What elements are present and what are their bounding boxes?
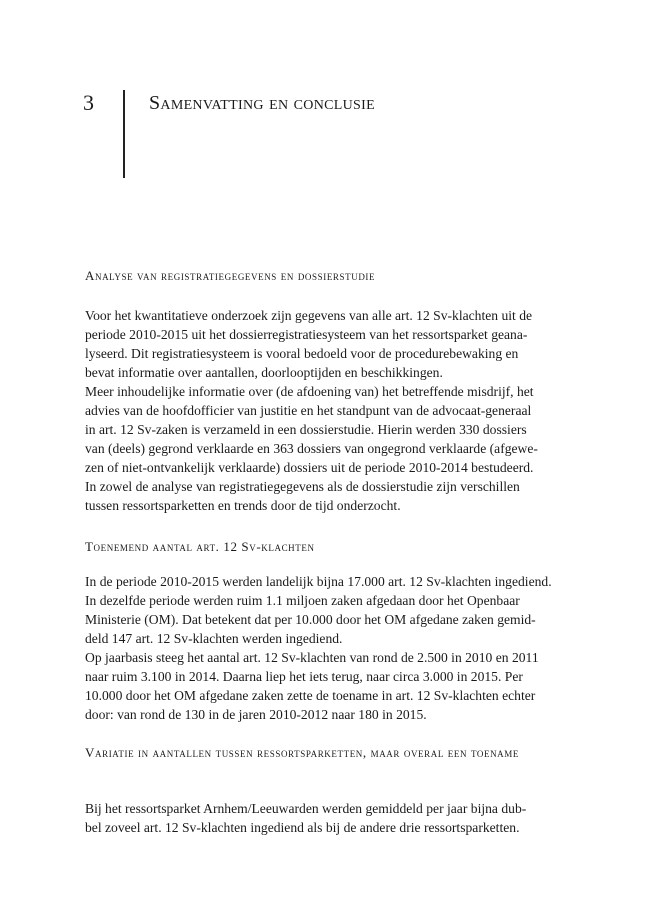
text-line: Ministerie (OM). Dat betekent dat per 10.000 door het OM afgedane zaken gemid- <box>85 612 536 627</box>
text-line: in art. 12 Sv-zaken is verzameld in een dossierstudie. Hierin werden 330 dossiers <box>85 422 527 437</box>
text-line: bevat informatie over aantallen, doorlooptijden en beschikkingen. <box>85 365 443 380</box>
paragraph <box>85 799 567 837</box>
text-line: lyseerd. Dit registratiesysteem is vooral bedoeld voor de procedurebewaking en <box>85 346 519 361</box>
paragraph <box>85 477 567 515</box>
text-line: 10.000 door het OM afgedane zaken zette de toename in art. 12 Sv-klachten echter <box>85 688 536 703</box>
text-line: Bij het ressortsparket Arnhem/Leeuwarden werden gemiddeld per jaar bijna dub- <box>85 801 527 816</box>
text-line: In de periode 2010-2015 werden landelijk bijna 17.000 art. 12 Sv-klachten ingediend. <box>85 574 552 589</box>
paragraph <box>85 648 567 724</box>
paragraph <box>85 572 567 648</box>
text-line: Voor het kwantitatieve onderzoek zijn gegevens van alle art. 12 Sv-klachten uit de <box>85 308 533 323</box>
paragraph <box>85 382 567 477</box>
text-line: van (deels) gegrond verklaarde en 363 dossiers van ongegrond verklaarde (afgewe- <box>85 441 538 456</box>
section-heading-analyse: Analyse van registratiegegevens en dossierstudie <box>85 268 376 283</box>
text-line: bel zoveel art. 12 Sv-klachten ingediend als bij de andere drie ressortsparketten. <box>85 820 520 835</box>
section-heading-variatie: Variatie in aantallen tussen ressortsparketten, maar overal een toename <box>85 745 519 760</box>
text-line: deld 147 art. 12 Sv-klachten werden ingediend. <box>85 631 343 646</box>
chapter-title: Samenvatting en conclusie <box>149 92 375 114</box>
text-line: Meer inhoudelijke informatie over (de afdoening van) het betreffende misdrijf, het <box>85 384 534 399</box>
text-line: Op jaarbasis steeg het aantal art. 12 Sv-klachten van rond de 2.500 in 2010 en 2011 <box>85 650 539 665</box>
text-line: zen of niet-ontvankelijk verklaarde) dossiers uit de periode 2010-2014 bestudeerd. <box>85 460 534 475</box>
text-line: door: van rond de 130 in de jaren 2010-2012 naar 180 in 2015. <box>85 707 427 722</box>
text-line: periode 2010-2015 uit het dossierregistratiesysteem van het ressortsparket geana- <box>85 327 528 342</box>
text-line: In dezelfde periode werden ruim 1.1 miljoen zaken afgedaan door het Openbaar <box>85 593 520 608</box>
text-line: In zowel de analyse van registratiegegevens als de dossierstudie zijn verschillen <box>85 479 520 494</box>
text-line: advies van de hoofdofficier van justitie en het standpunt van de advocaat-generaal <box>85 403 532 418</box>
text-line: naar ruim 3.100 in 2014. Daarna liep het iets terug, naar circa 3.000 in 2015. Per <box>85 669 523 684</box>
chapter-number: 3 <box>83 90 94 115</box>
section-heading-toenemend: Toenemend aantal art. 12 Sv-klachten <box>85 539 315 554</box>
text-line: tussen ressortsparketten en trends door de tijd onderzocht. <box>85 498 401 513</box>
paragraph <box>85 306 567 382</box>
chapter-divider <box>123 90 125 178</box>
